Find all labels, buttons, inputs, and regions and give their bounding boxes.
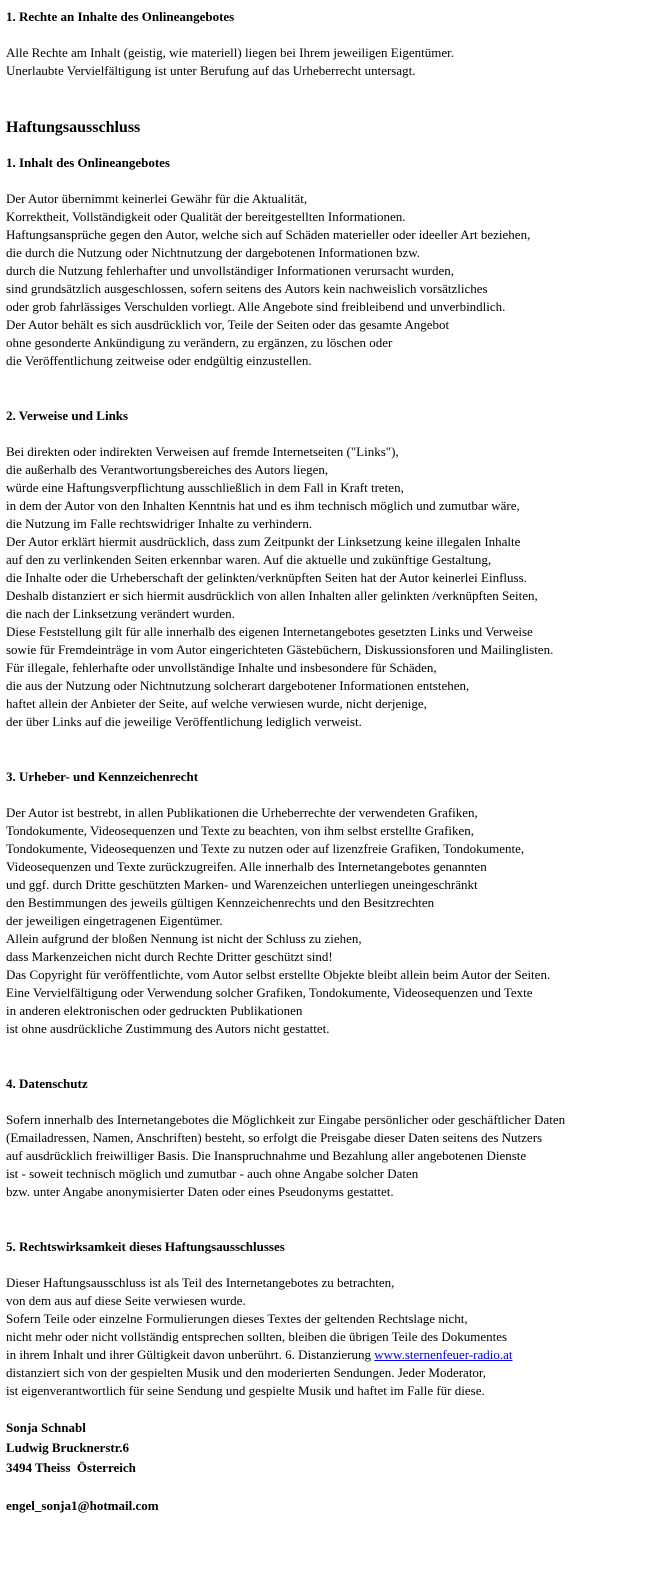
copyright-heading: 3. Urheber- und Kennzeichenrecht [6,769,199,784]
text-line: die aus der Nutzung oder Nichtnutzung solcherart dargebotener Informationen entstehen, [6,678,470,693]
text-line: durch die Nutzung fehlerhafter und unvollständiger Informationen verursacht wurden, [6,263,454,278]
links-text [6,443,647,731]
text-line: Der Autor erklärt hiermit ausdrücklich, dass zum Zeitpunkt der Linksetzung keine illegalen Inhalte [6,534,521,549]
text-line: von dem aus auf diese Seite verwiesen wurde. [6,1293,246,1308]
text-line: der über Links auf die jeweilige Veröffentlichung lediglich verweist. [6,714,362,729]
text-line: die Nutzung im Falle rechtswidriger Inhalte zu verhindern. [6,516,313,531]
contact-block [6,1418,647,1516]
text-line: bzw. unter Angabe anonymisierter Daten oder eines Pseudonyms gestattet. [6,1184,394,1199]
content-heading: 1. Inhalt des Onlineangebotes [6,155,170,170]
links-heading: 2. Verweise und Links [6,408,129,423]
text-line: in dem der Autor von den Inhalten Kenntnis hat und es ihm technisch möglich und zumutbar wäre, [6,498,520,513]
text-line: auf den zu verlinkenden Seiten erkennbar waren. Auf die aktuelle und zukünftige Gestaltung, [6,552,492,567]
section-links [6,407,647,731]
disclaimer-title: Haftungsausschluss [6,119,141,136]
contact-name: Sonja Schnabl [6,1420,86,1435]
text-line: die Veröffentlichung zeitweise oder endgültig einzustellen. [6,353,312,368]
text-line: und ggf. durch Dritte geschützten Marken- und Warenzeichen unterliegen uneingeschränkt [6,877,478,892]
text-line: Videosequenzen und Texte zurückzugreifen. Alle innerhalb des Internetangebotes genannten [6,859,487,874]
text-line: Der Autor behält es sich ausdrücklich vor, Teile der Seiten oder das gesamte Angebot [6,317,450,332]
text-line: ist - soweit technisch möglich und zumutbar - auch ohne Angabe solcher Daten [6,1166,419,1181]
text-line: die durch die Nutzung oder Nichtnutzung der dargebotenen Informationen bzw. [6,245,421,260]
rights-heading: 1. Rechte an Inhalte des Onlineangebotes [6,9,235,24]
contact-city: 3494 Theiss Österreich [6,1460,136,1475]
text-line: Dieser Haftungsausschluss ist als Teil des Internetangebotes zu betrachten, [6,1275,395,1290]
text-line: ist eigenverantwortlich für seine Sendung und gespielte Musik und haftet im Falle für diese. [6,1383,485,1398]
text-line: die nach der Linksetzung verändert wurden. [6,606,235,621]
validity-text [6,1274,647,1400]
section-content [6,154,647,370]
text-line: Tondokumente, Videosequenzen und Texte zu beachten, von ihm selbst erstellte Grafiken, [6,823,475,838]
text-line: der jeweiligen eingetragenen Eigentümer. [6,913,223,928]
section-rights [6,8,647,80]
text-line: die Inhalte oder die Urheberschaft der gelinkten/verknüpften Seiten hat der Autor keinerlei Einfluss. [6,570,527,585]
text-line: Korrektheit, Vollständigkeit oder Qualität der bereitgestellten Informationen. [6,209,406,224]
text-line: Unerlaubte Vervielfältigung ist unter Berufung auf das Urheberrecht untersagt. [6,63,416,78]
text-line: dass Markenzeichen nicht durch Rechte Dritter geschützt sind! [6,949,333,964]
radio-website-link[interactable]: www.sternenfeuer-radio.at [374,1347,513,1362]
text-line: sind grundsätzlich ausgeschlossen, sofern seitens des Autors kein nachweislich vorsätzliches [6,281,488,296]
text-line: Tondokumente, Videosequenzen und Texte zu nutzen oder auf lizenzfreie Grafiken, Tondokumente, [6,841,525,856]
text-line: den Bestimmungen des jeweils gültigen Kennzeichenrechts und den Besitzrechten [6,895,435,910]
contact-email: engel_sonja1@hotmail.com [6,1498,159,1513]
link-line-prefix: in ihrem Inhalt und ihrer Gültigkeit davon unberührt. 6. Distanzierung [6,1347,375,1362]
text-line: Diese Feststellung gilt für alle innerhalb des eigenen Internetangebotes gesetzten Links und Verweise [6,624,533,639]
text-line: Allein aufgrund der bloßen Nennung ist nicht der Schluss zu ziehen, [6,931,362,946]
text-line: die außerhalb des Verantwortungsbereiches des Autors liegen, [6,462,329,477]
rights-text [6,44,647,80]
copyright-text [6,804,647,1038]
section-validity [6,1238,647,1400]
text-line: würde eine Haftungsverpflichtung ausschließlich in dem Fall in Kraft treten, [6,480,404,495]
text-line: Alle Rechte am Inhalt (geistig, wie materiell) liegen bei Ihrem jeweiligen Eigentümer. [6,45,454,60]
section-copyright [6,768,647,1038]
text-line: oder grob fahrlässiges Verschulden vorliegt. Alle Angebote sind freibleibend und unverbindlich. [6,299,506,314]
privacy-heading: 4. Datenschutz [6,1076,88,1091]
text-line: Sofern innerhalb des Internetangebotes die Möglichkeit zur Eingabe persönlicher oder geschäftlicher Daten [6,1112,566,1127]
text-line: Eine Vervielfältigung oder Verwendung solcher Grafiken, Tondokumente, Videosequenzen und Texte [6,985,533,1000]
text-line: nicht mehr oder nicht vollständig entsprechen sollten, bleiben die übrigen Teile des Dokumentes [6,1329,508,1344]
text-line: in anderen elektronischen oder gedruckten Publikationen [6,1003,303,1018]
text-line: haftet allein der Anbieter der Seite, auf welche verwiesen wurde, nicht derjenige, [6,696,427,711]
text-line: Der Autor ist bestrebt, in allen Publikationen die Urheberrechte der verwendeten Grafiken, [6,805,478,820]
text-line: ohne gesonderte Ankündigung zu verändern, zu ergänzen, zu löschen oder [6,335,393,350]
text-line-with-link [6,1346,647,1364]
validity-heading: 5. Rechtswirksamkeit dieses Haftungsausschlusses [6,1239,285,1254]
text-line: Der Autor übernimmt keinerlei Gewähr für die Aktualität, [6,191,308,206]
text-line: Bei direkten oder indirekten Verweisen auf fremde Internetseiten ("Links"), [6,444,399,459]
text-line: Haftungsansprüche gegen den Autor, welche sich auf Schäden materieller oder ideeller Art beziehen, [6,227,531,242]
text-line: (Emailadressen, Namen, Anschriften) besteht, so erfolgt die Preisgabe dieser Daten seitens des Nutzers [6,1130,543,1145]
text-line: Sofern Teile oder einzelne Formulierungen dieses Textes der geltenden Rechtslage nicht, [6,1311,468,1326]
text-line: sowie für Fremdeinträge in vom Autor eingerichteten Gästebüchern, Diskussionsforen und Mailinglisten. [6,642,554,657]
text-line: ist ohne ausdrückliche Zustimmung des Autors nicht gestattet. [6,1021,330,1036]
privacy-text [6,1111,647,1201]
text-line: Für illegale, fehlerhafte oder unvollständige Inhalte und insbesondere für Schäden, [6,660,437,675]
text-line: distanziert sich von der gespielten Musik und den moderierten Sendungen. Jeder Moderator, [6,1365,486,1380]
contact-street: Ludwig Brucknerstr.6 [6,1440,130,1455]
section-privacy [6,1075,647,1201]
content-text [6,190,647,370]
text-line: auf ausdrücklich freiwilliger Basis. Die Inanspruchnahme und Bezahlung aller angebotenen Dienste [6,1148,527,1163]
text-line: Das Copyright für veröffentlichte, vom Autor selbst erstellte Objekte bleibt allein beim Autor der Seiten. [6,967,551,982]
text-line: Deshalb distanziert er sich hiermit ausdrücklich von allen Inhalten aller gelinkten /verknüpften Seiten, [6,588,538,603]
